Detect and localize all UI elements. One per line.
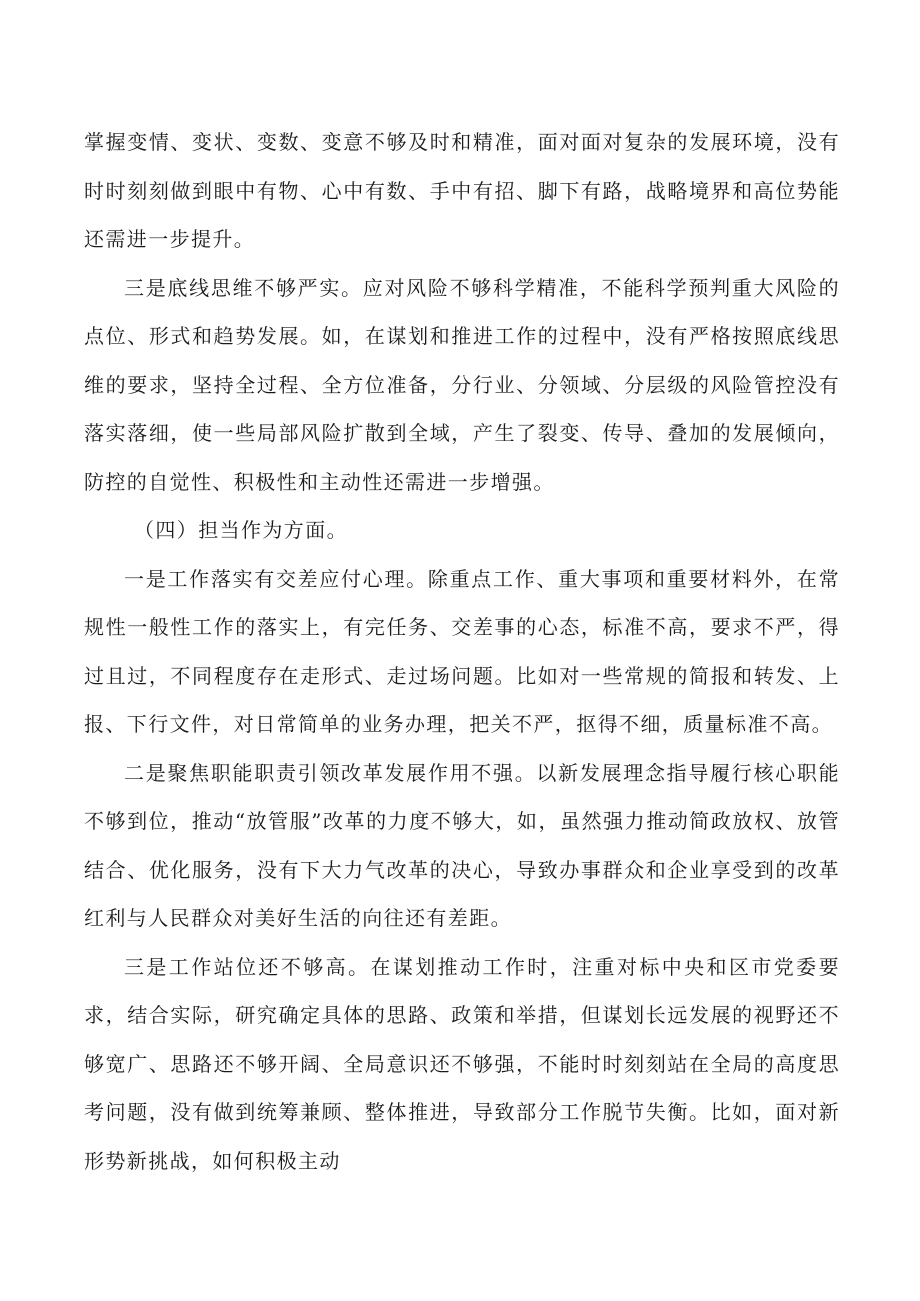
paragraph-reform-role: 二是聚焦职能职责引领改革发展作用不强。以新发展理念指导履行核心职能不够到位，推动“放管服”改革的力度不够大，如，虽然强力推动简政放权、放管结合、优化服务，没有下大力气改革的决心，导致办事群众和企业享受到的改革红利与人民群众对美好生活的向往还有差距。	[84, 760, 840, 930]
paragraph-bottom-line-thinking: 三是底线思维不够严实。应对风险不够科学精准，不能科学预判重大风险的点位、形式和趋势发展。如，在谋划和推进工作的过程中，没有严格按照底线思维的要求，坚持全过程、全方位准备，分行业、分领域、分层级的风险管控没有落实落细，使一些局部风险扩散到全域，产生了裂变、传导、叠加的发展倾向，防控的自觉性、积极性和主动性还需进一步增强。	[84, 275, 840, 494]
section-heading: （四）担当作为方面。	[134, 518, 348, 542]
paragraph-work-implementation: 一是工作落实有交差应付心理。除重点工作、重大事项和重要材料外，在常规性一般性工作的落实上，有完任务、交差事的心态，标准不高，要求不严，得过且过，不同程度存在走形式、走过场问题。比如对一些常规的简报和转发、上报、下行文件，对日常简单的业务办理，把关不严，抠得不细，质量标准不高。	[84, 566, 840, 736]
paragraph-continuation: 掌握变情、变状、变数、变意不够及时和精准，面对面对复杂的发展环境，没有时时刻刻做到眼中有物、心中有数、手中有招、脚下有路，战略境界和高位势能还需进一步提升。	[84, 130, 840, 251]
document-body	[84, 118, 840, 1185]
paragraph-work-position: 三是工作站位还不够高。在谋划推动工作时，注重对标中央和区市党委要求，结合实际，研究确定具体的思路、政策和举措，但谋划长远发展的视野还不够宽广、思路还不够开阔、全局意识还不够强，不能时时刻刻站在全局的高度思考问题，没有做到统筹兼顾、整体推进，导致部分工作脱节失衡。比如，面对新形势新挑战，如何积极主动	[84, 954, 840, 1173]
